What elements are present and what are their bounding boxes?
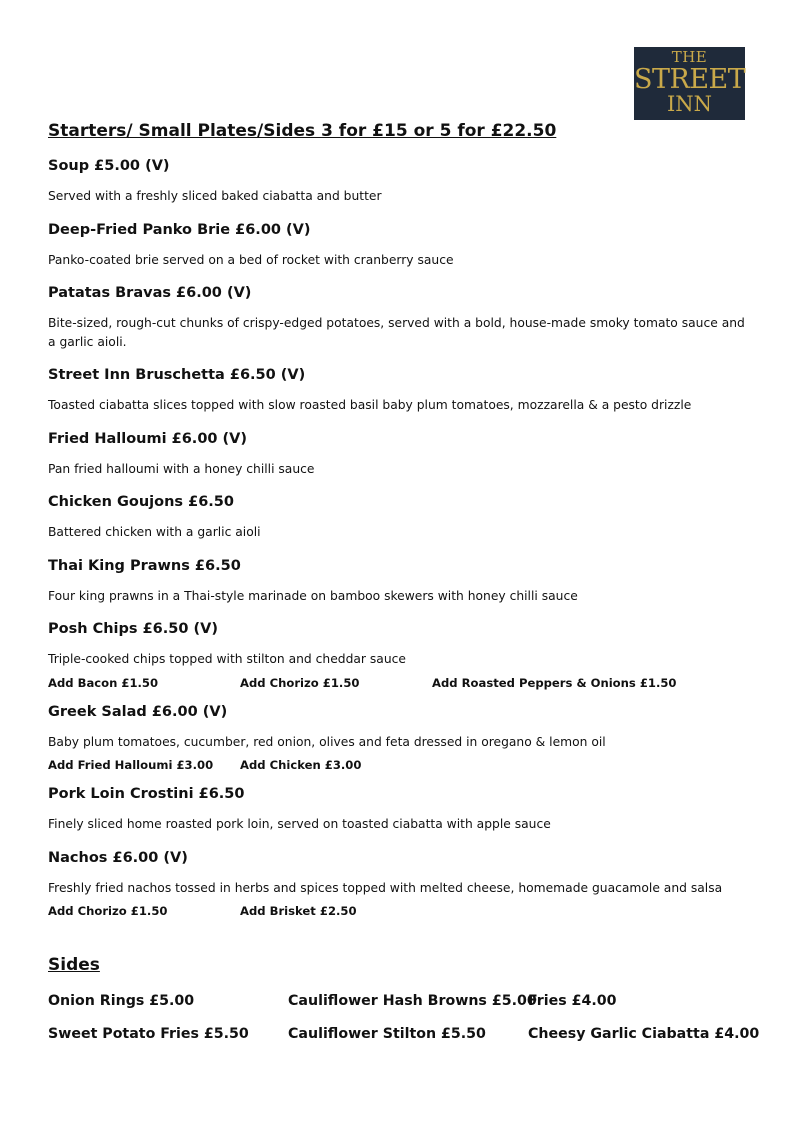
sides-grid	[48, 991, 768, 1045]
menu-item	[48, 218, 748, 282]
menu-item	[48, 154, 748, 218]
menu-item-name: Street Inn Bruschetta £6.50 (V)	[48, 367, 306, 383]
menu-item	[48, 554, 748, 618]
menu-item-name: Thai King Prawns £6.50	[48, 557, 241, 574]
addon-option: Add Bacon £1.50	[48, 675, 159, 690]
menu-item	[48, 617, 748, 700]
addon-option: Add Chicken £3.00	[240, 758, 362, 772]
menu-item-name: Pork Loin Crostini £6.50	[48, 786, 245, 802]
menu-item-name: Deep-Fried Panko Brie £6.00 (V)	[48, 221, 311, 238]
menu-item-name: Soup £5.00 (V)	[48, 158, 170, 174]
addon-option: Add Chorizo £1.50	[48, 904, 168, 918]
side-item: Sweet Potato Fries £5.50	[48, 1026, 249, 1042]
page-title: Starters/ Small Plates/Sides 3 for £15 or 5 for £22.50	[48, 121, 557, 141]
addon-option: Add Roasted Peppers & Onions £1.50	[432, 675, 677, 690]
addon-option: Add Chorizo £1.50	[240, 675, 360, 690]
menu-item	[48, 427, 748, 491]
logo-line-the: THE	[671, 48, 708, 66]
menu-item	[48, 490, 748, 554]
menu-item-name: Patatas Bravas £6.00 (V)	[48, 285, 252, 301]
addon-option: Add Brisket £2.50	[240, 904, 357, 918]
menu-item-name: Fried Halloumi £6.00 (V)	[48, 430, 248, 447]
menu-item-name: Chicken Goujons £6.50	[48, 494, 234, 510]
addon-row	[48, 903, 748, 928]
menu-item	[48, 846, 748, 929]
menu-item-description: Battered chicken with a garlic aioli	[48, 525, 261, 539]
logo-line-inn: INN	[666, 92, 713, 116]
street-inn-logo	[634, 47, 745, 120]
sides-title: Sides	[48, 955, 100, 975]
menu-item-description: Bite-sized, rough-cut chunks of crispy-edged potatoes, served with a bold, house-made smoky tomato sauce and a garlic aioli.	[48, 316, 745, 349]
menu-item-name: Greek Salad £6.00 (V)	[48, 703, 228, 720]
menu-item-description: Freshly fried nachos tossed in herbs and spices topped with melted cheese, homemade guacamole and salsa	[48, 880, 723, 895]
side-item: Cheesy Garlic Ciabatta £4.00	[528, 1026, 760, 1042]
addon-option: Add Fried Halloumi £3.00	[48, 758, 214, 772]
menu-item	[48, 700, 748, 783]
addon-row	[48, 675, 748, 700]
menu-item-description: Four king prawns in a Thai-style marinade on bamboo skewers with honey chilli sauce	[48, 588, 578, 603]
side-item: Cauliflower Hash Browns £5.00	[288, 993, 537, 1009]
side-item: Fries £4.00	[528, 993, 617, 1009]
starters-menu	[48, 154, 748, 928]
menu-item-description: Finely sliced home roasted pork loin, served on toasted ciabatta with apple sauce	[48, 817, 551, 831]
menu-item	[48, 363, 748, 427]
menu-item-description: Panko-coated brie served on a bed of rocket with cranberry sauce	[48, 252, 454, 267]
menu-item-description: Pan fried halloumi with a honey chilli sauce	[48, 461, 315, 476]
menu-item-description: Toasted ciabatta slices topped with slow roasted basil baby plum tomatoes, mozzarella & a pesto drizzle	[48, 398, 692, 412]
menu-item-name: Nachos £6.00 (V)	[48, 849, 188, 866]
menu-item-description: Triple-cooked chips topped with stilton and cheddar sauce	[48, 652, 406, 666]
menu-item	[48, 281, 748, 363]
menu-item	[48, 782, 748, 846]
side-item: Onion Rings £5.00	[48, 993, 195, 1009]
addon-row	[48, 757, 748, 782]
menu-item-description: Served with a freshly sliced baked ciabatta and butter	[48, 189, 382, 203]
logo-line-street: STREET	[634, 64, 746, 95]
menu-item-name: Posh Chips £6.50 (V)	[48, 621, 218, 637]
menu-item-description: Baby plum tomatoes, cucumber, red onion, olives and feta dressed in oregano & lemon oil	[48, 734, 606, 749]
side-item: Cauliflower Stilton £5.50	[288, 1026, 486, 1042]
